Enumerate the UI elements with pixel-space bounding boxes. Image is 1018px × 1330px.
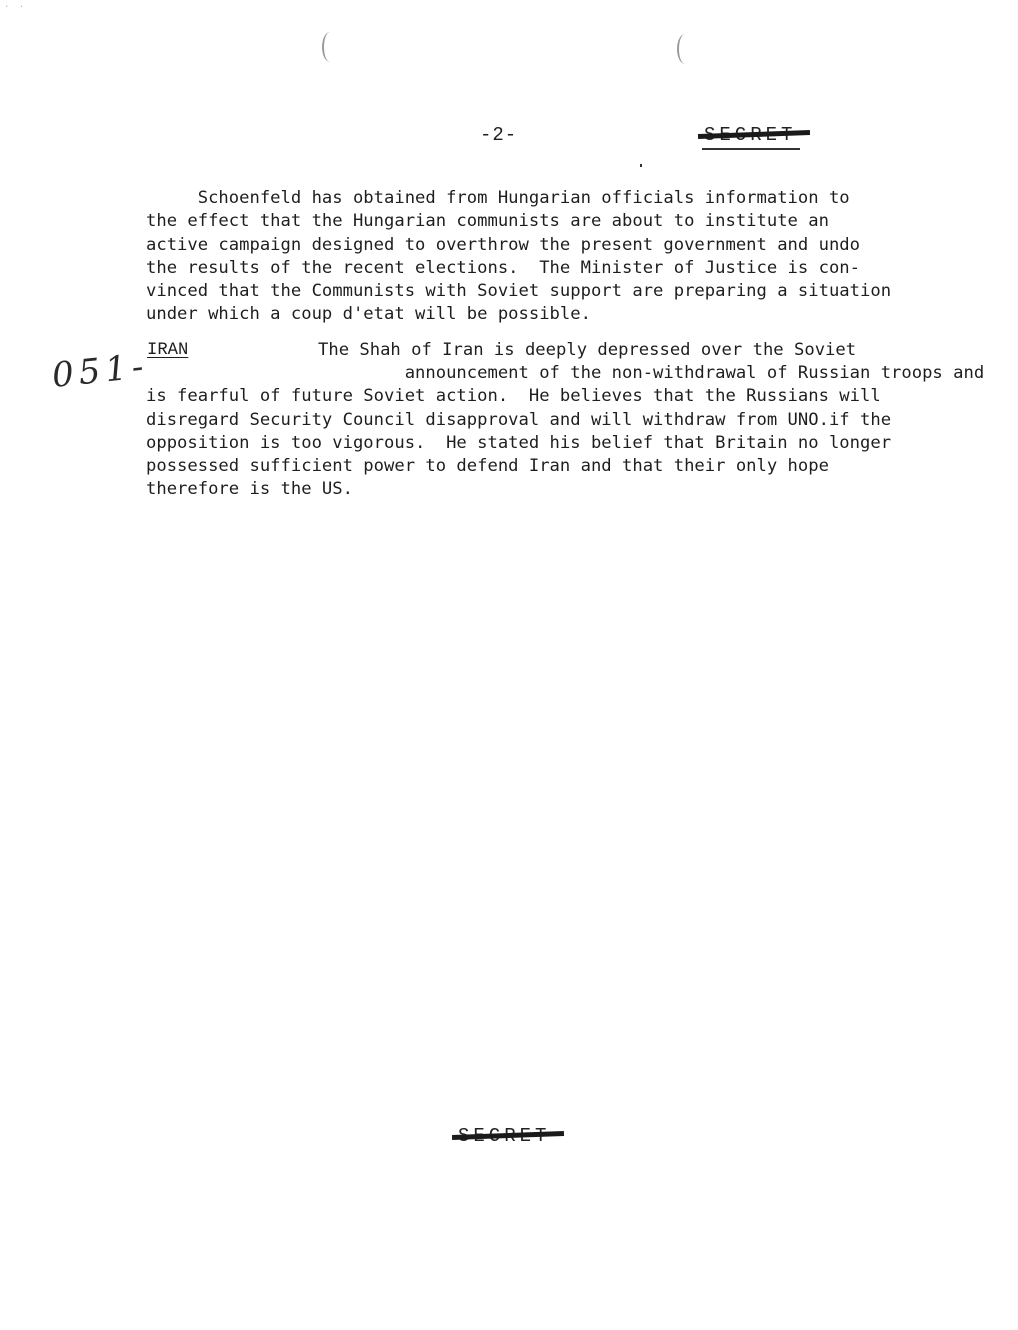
classification-underline bbox=[702, 148, 800, 150]
punch-hole-mark-left bbox=[322, 32, 338, 62]
text-line: is fearful of future Soviet action. He believes that the Russians will bbox=[146, 386, 881, 407]
page-number: -2- bbox=[480, 124, 518, 146]
scan-speck: · · bbox=[4, 2, 27, 12]
text-line: disregard Security Council disapproval and will withdraw from UNO.if the bbox=[146, 409, 892, 430]
iran-paragraph bbox=[146, 362, 984, 502]
classification-mark-top bbox=[704, 124, 796, 146]
text-line: announcement of the non-withdrawal of Russian troops and bbox=[146, 363, 985, 383]
punch-hole-mark-right bbox=[677, 34, 693, 64]
hungary-paragraph bbox=[146, 187, 891, 327]
text-line: active campaign designed to overthrow the present government and undo bbox=[146, 234, 860, 255]
text-line: therefore is the US. bbox=[146, 479, 353, 500]
text-line: the effect that the Hungarian communists are about to institute an bbox=[146, 211, 829, 232]
section-heading-iran: IRAN bbox=[147, 341, 189, 360]
classification-mark-bottom bbox=[458, 1125, 550, 1147]
text-line: under which a coup d'etat will be possible. bbox=[146, 304, 591, 325]
text-line: opposition is too vigorous. He stated his belief that Britain no longer bbox=[146, 432, 892, 453]
text-line: the results of the recent elections. The Minister of Justice is con- bbox=[146, 257, 860, 278]
text-line: vinced that the Communists with Soviet support are preparing a situation bbox=[146, 281, 892, 302]
text-line: Schoenfeld has obtained from Hungarian officials information to bbox=[146, 188, 850, 208]
text-line: possessed sufficient power to defend Iran and that their only hope bbox=[146, 456, 829, 477]
iran-first-line: The Shah of Iran is deeply depressed over the Soviet bbox=[318, 340, 857, 360]
handwritten-file-reference: 051- bbox=[50, 346, 151, 396]
stray-mark bbox=[640, 164, 642, 167]
